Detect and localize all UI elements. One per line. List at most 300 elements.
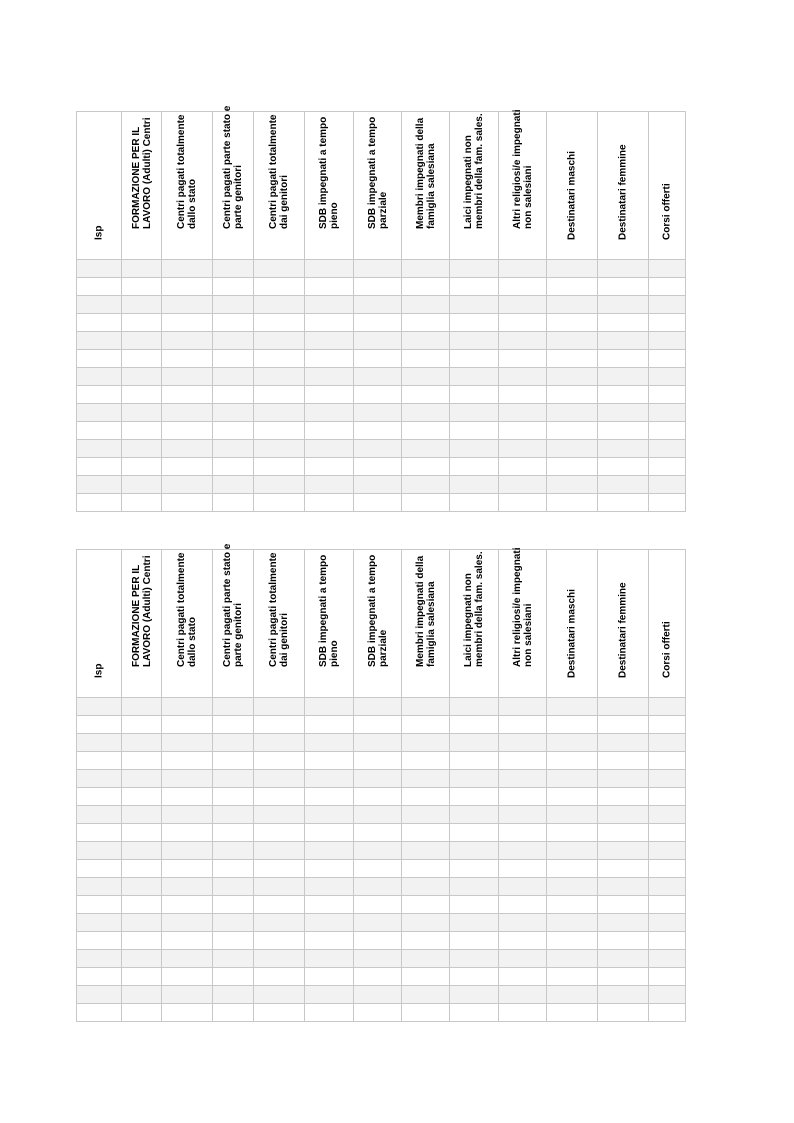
table-cell[interactable] — [213, 476, 254, 494]
table-cell[interactable] — [213, 932, 254, 950]
table-cell[interactable] — [649, 314, 686, 332]
table-cell[interactable] — [354, 932, 402, 950]
table-cell[interactable] — [402, 878, 450, 896]
table-cell[interactable] — [354, 914, 402, 932]
table-cell[interactable] — [213, 896, 254, 914]
table-cell[interactable] — [77, 278, 122, 296]
table-cell[interactable] — [162, 458, 213, 476]
table-cell[interactable] — [402, 278, 450, 296]
table-cell[interactable] — [354, 950, 402, 968]
table-cell[interactable] — [254, 440, 305, 458]
table-cell[interactable] — [547, 404, 598, 422]
table-cell[interactable] — [450, 896, 499, 914]
table-cell[interactable] — [547, 896, 598, 914]
table-cell[interactable] — [354, 1004, 402, 1022]
table-cell[interactable] — [122, 950, 162, 968]
table-cell[interactable] — [499, 386, 547, 404]
table-cell[interactable] — [450, 458, 499, 476]
table-cell[interactable] — [122, 458, 162, 476]
table-cell[interactable] — [649, 1004, 686, 1022]
table-cell[interactable] — [547, 860, 598, 878]
table-cell[interactable] — [450, 350, 499, 368]
table-cell[interactable] — [122, 914, 162, 932]
table-cell[interactable] — [499, 752, 547, 770]
table-cell[interactable] — [77, 914, 122, 932]
table-cell[interactable] — [598, 494, 649, 512]
table-cell[interactable] — [254, 896, 305, 914]
table-cell[interactable] — [547, 770, 598, 788]
table-cell[interactable] — [499, 806, 547, 824]
table-cell[interactable] — [402, 1004, 450, 1022]
table-cell[interactable] — [254, 278, 305, 296]
table-cell[interactable] — [305, 1004, 354, 1022]
table-cell[interactable] — [402, 296, 450, 314]
table-cell[interactable] — [77, 968, 122, 986]
table-cell[interactable] — [305, 422, 354, 440]
table-cell[interactable] — [254, 386, 305, 404]
table-cell[interactable] — [598, 824, 649, 842]
table-cell[interactable] — [450, 806, 499, 824]
table-cell[interactable] — [649, 914, 686, 932]
table-cell[interactable] — [354, 788, 402, 806]
table-cell[interactable] — [598, 986, 649, 1004]
table-cell[interactable] — [354, 770, 402, 788]
table-cell[interactable] — [254, 350, 305, 368]
table-cell[interactable] — [598, 716, 649, 734]
table-cell[interactable] — [354, 986, 402, 1004]
table-cell[interactable] — [305, 932, 354, 950]
table-cell[interactable] — [213, 770, 254, 788]
table-cell[interactable] — [499, 788, 547, 806]
table-cell[interactable] — [305, 986, 354, 1004]
table-cell[interactable] — [254, 716, 305, 734]
table-cell[interactable] — [499, 476, 547, 494]
table-cell[interactable] — [213, 404, 254, 422]
table-cell[interactable] — [122, 260, 162, 278]
table-cell[interactable] — [162, 314, 213, 332]
table-cell[interactable] — [77, 716, 122, 734]
table-cell[interactable] — [162, 752, 213, 770]
table-cell[interactable] — [598, 752, 649, 770]
table-cell[interactable] — [213, 734, 254, 752]
table-cell[interactable] — [213, 698, 254, 716]
table-cell[interactable] — [305, 752, 354, 770]
table-cell[interactable] — [499, 296, 547, 314]
table-cell[interactable] — [77, 896, 122, 914]
table-cell[interactable] — [598, 260, 649, 278]
table-cell[interactable] — [122, 386, 162, 404]
table-cell[interactable] — [450, 932, 499, 950]
table-cell[interactable] — [499, 842, 547, 860]
table-cell[interactable] — [649, 788, 686, 806]
table-cell[interactable] — [254, 878, 305, 896]
table-cell[interactable] — [213, 332, 254, 350]
table-cell[interactable] — [649, 986, 686, 1004]
table-cell[interactable] — [254, 770, 305, 788]
table-cell[interactable] — [649, 368, 686, 386]
table-cell[interactable] — [598, 734, 649, 752]
table-cell[interactable] — [213, 914, 254, 932]
table-cell[interactable] — [598, 842, 649, 860]
table-cell[interactable] — [213, 986, 254, 1004]
table-cell[interactable] — [305, 404, 354, 422]
table-cell[interactable] — [77, 350, 122, 368]
table-cell[interactable] — [499, 404, 547, 422]
table-cell[interactable] — [162, 386, 213, 404]
table-cell[interactable] — [162, 476, 213, 494]
table-cell[interactable] — [77, 752, 122, 770]
table-cell[interactable] — [162, 404, 213, 422]
table-cell[interactable] — [649, 968, 686, 986]
table-cell[interactable] — [213, 842, 254, 860]
table-cell[interactable] — [547, 476, 598, 494]
table-cell[interactable] — [598, 968, 649, 986]
table-cell[interactable] — [547, 440, 598, 458]
table-cell[interactable] — [547, 734, 598, 752]
table-cell[interactable] — [254, 458, 305, 476]
table-cell[interactable] — [354, 440, 402, 458]
table-cell[interactable] — [77, 878, 122, 896]
table-cell[interactable] — [122, 314, 162, 332]
table-cell[interactable] — [499, 698, 547, 716]
table-cell[interactable] — [162, 296, 213, 314]
table-cell[interactable] — [122, 404, 162, 422]
table-cell[interactable] — [254, 1004, 305, 1022]
table-cell[interactable] — [450, 260, 499, 278]
table-cell[interactable] — [162, 332, 213, 350]
table-cell[interactable] — [450, 734, 499, 752]
table-cell[interactable] — [402, 698, 450, 716]
table-cell[interactable] — [649, 770, 686, 788]
table-cell[interactable] — [450, 404, 499, 422]
table-cell[interactable] — [402, 842, 450, 860]
table-cell[interactable] — [402, 734, 450, 752]
table-cell[interactable] — [649, 842, 686, 860]
table-cell[interactable] — [598, 350, 649, 368]
table-cell[interactable] — [450, 986, 499, 1004]
table-cell[interactable] — [162, 860, 213, 878]
table-cell[interactable] — [450, 440, 499, 458]
table-cell[interactable] — [354, 896, 402, 914]
table-cell[interactable] — [122, 932, 162, 950]
table-cell[interactable] — [354, 716, 402, 734]
table-cell[interactable] — [547, 806, 598, 824]
table-cell[interactable] — [649, 458, 686, 476]
table-cell[interactable] — [305, 860, 354, 878]
table-cell[interactable] — [499, 968, 547, 986]
table-cell[interactable] — [499, 332, 547, 350]
table-cell[interactable] — [122, 422, 162, 440]
table-cell[interactable] — [254, 932, 305, 950]
table-cell[interactable] — [122, 734, 162, 752]
table-cell[interactable] — [402, 716, 450, 734]
table-cell[interactable] — [162, 896, 213, 914]
table-cell[interactable] — [450, 494, 499, 512]
table-cell[interactable] — [450, 296, 499, 314]
table-cell[interactable] — [598, 788, 649, 806]
table-cell[interactable] — [254, 914, 305, 932]
table-cell[interactable] — [598, 314, 649, 332]
table-cell[interactable] — [499, 860, 547, 878]
table-cell[interactable] — [649, 752, 686, 770]
table-cell[interactable] — [77, 824, 122, 842]
table-cell[interactable] — [213, 386, 254, 404]
table-cell[interactable] — [122, 332, 162, 350]
table-cell[interactable] — [213, 752, 254, 770]
table-cell[interactable] — [499, 278, 547, 296]
table-cell[interactable] — [77, 476, 122, 494]
table-cell[interactable] — [305, 914, 354, 932]
table-cell[interactable] — [547, 1004, 598, 1022]
table-cell[interactable] — [162, 788, 213, 806]
table-cell[interactable] — [122, 986, 162, 1004]
table-cell[interactable] — [213, 278, 254, 296]
table-cell[interactable] — [213, 806, 254, 824]
table-cell[interactable] — [547, 278, 598, 296]
table-cell[interactable] — [254, 314, 305, 332]
table-cell[interactable] — [598, 950, 649, 968]
table-cell[interactable] — [305, 350, 354, 368]
table-cell[interactable] — [122, 770, 162, 788]
table-cell[interactable] — [649, 932, 686, 950]
table-cell[interactable] — [598, 404, 649, 422]
table-cell[interactable] — [649, 716, 686, 734]
table-cell[interactable] — [254, 368, 305, 386]
table-cell[interactable] — [254, 806, 305, 824]
table-cell[interactable] — [122, 788, 162, 806]
table-cell[interactable] — [254, 476, 305, 494]
table-cell[interactable] — [354, 404, 402, 422]
table-cell[interactable] — [354, 458, 402, 476]
table-cell[interactable] — [305, 332, 354, 350]
table-cell[interactable] — [213, 1004, 254, 1022]
table-cell[interactable] — [254, 332, 305, 350]
table-cell[interactable] — [499, 950, 547, 968]
table-cell[interactable] — [402, 752, 450, 770]
table-cell[interactable] — [547, 350, 598, 368]
table-cell[interactable] — [77, 296, 122, 314]
table-cell[interactable] — [402, 950, 450, 968]
table-cell[interactable] — [649, 476, 686, 494]
table-cell[interactable] — [499, 368, 547, 386]
table-cell[interactable] — [649, 350, 686, 368]
table-cell[interactable] — [547, 968, 598, 986]
table-cell[interactable] — [402, 314, 450, 332]
table-cell[interactable] — [598, 386, 649, 404]
table-cell[interactable] — [305, 878, 354, 896]
table-cell[interactable] — [499, 440, 547, 458]
table-cell[interactable] — [649, 878, 686, 896]
table-cell[interactable] — [122, 878, 162, 896]
table-cell[interactable] — [598, 932, 649, 950]
table-cell[interactable] — [598, 458, 649, 476]
table-cell[interactable] — [213, 422, 254, 440]
table-cell[interactable] — [402, 368, 450, 386]
table-cell[interactable] — [77, 494, 122, 512]
table-cell[interactable] — [649, 440, 686, 458]
table-cell[interactable] — [598, 806, 649, 824]
table-cell[interactable] — [305, 896, 354, 914]
table-cell[interactable] — [402, 932, 450, 950]
table-cell[interactable] — [547, 458, 598, 476]
table-cell[interactable] — [598, 422, 649, 440]
table-cell[interactable] — [402, 770, 450, 788]
table-cell[interactable] — [450, 860, 499, 878]
table-cell[interactable] — [547, 824, 598, 842]
table-cell[interactable] — [162, 824, 213, 842]
table-cell[interactable] — [254, 986, 305, 1004]
table-cell[interactable] — [305, 806, 354, 824]
table-cell[interactable] — [305, 842, 354, 860]
table-cell[interactable] — [450, 950, 499, 968]
table-cell[interactable] — [649, 404, 686, 422]
table-cell[interactable] — [305, 458, 354, 476]
table-cell[interactable] — [649, 332, 686, 350]
table-cell[interactable] — [649, 860, 686, 878]
table-cell[interactable] — [77, 842, 122, 860]
table-cell[interactable] — [122, 896, 162, 914]
table-cell[interactable] — [122, 842, 162, 860]
table-cell[interactable] — [450, 278, 499, 296]
table-cell[interactable] — [402, 350, 450, 368]
table-cell[interactable] — [354, 752, 402, 770]
table-cell[interactable] — [162, 878, 213, 896]
table-cell[interactable] — [77, 422, 122, 440]
table-cell[interactable] — [162, 698, 213, 716]
table-cell[interactable] — [77, 806, 122, 824]
table-cell[interactable] — [499, 824, 547, 842]
table-cell[interactable] — [77, 788, 122, 806]
table-cell[interactable] — [305, 698, 354, 716]
table-cell[interactable] — [499, 896, 547, 914]
table-cell[interactable] — [213, 716, 254, 734]
table-cell[interactable] — [402, 806, 450, 824]
table-cell[interactable] — [499, 770, 547, 788]
table-cell[interactable] — [598, 296, 649, 314]
table-cell[interactable] — [354, 878, 402, 896]
table-cell[interactable] — [162, 986, 213, 1004]
table-cell[interactable] — [450, 824, 499, 842]
table-cell[interactable] — [213, 296, 254, 314]
table-cell[interactable] — [162, 368, 213, 386]
table-cell[interactable] — [305, 296, 354, 314]
table-cell[interactable] — [254, 752, 305, 770]
table-cell[interactable] — [122, 1004, 162, 1022]
table-cell[interactable] — [305, 494, 354, 512]
table-cell[interactable] — [450, 698, 499, 716]
table-cell[interactable] — [598, 914, 649, 932]
table-cell[interactable] — [598, 698, 649, 716]
table-cell[interactable] — [598, 878, 649, 896]
table-cell[interactable] — [213, 860, 254, 878]
table-cell[interactable] — [354, 968, 402, 986]
table-cell[interactable] — [305, 260, 354, 278]
table-cell[interactable] — [122, 824, 162, 842]
table-cell[interactable] — [122, 752, 162, 770]
table-cell[interactable] — [305, 968, 354, 986]
table-cell[interactable] — [649, 422, 686, 440]
table-cell[interactable] — [547, 386, 598, 404]
table-cell[interactable] — [598, 860, 649, 878]
table-cell[interactable] — [77, 440, 122, 458]
table-cell[interactable] — [598, 1004, 649, 1022]
table-cell[interactable] — [77, 950, 122, 968]
table-cell[interactable] — [354, 494, 402, 512]
table-cell[interactable] — [450, 476, 499, 494]
table-cell[interactable] — [162, 770, 213, 788]
table-cell[interactable] — [547, 422, 598, 440]
table-cell[interactable] — [162, 260, 213, 278]
table-cell[interactable] — [213, 824, 254, 842]
table-cell[interactable] — [547, 932, 598, 950]
table-cell[interactable] — [450, 878, 499, 896]
table-cell[interactable] — [213, 788, 254, 806]
table-cell[interactable] — [77, 698, 122, 716]
table-cell[interactable] — [162, 494, 213, 512]
table-cell[interactable] — [499, 260, 547, 278]
table-cell[interactable] — [162, 932, 213, 950]
table-cell[interactable] — [547, 842, 598, 860]
table-cell[interactable] — [254, 296, 305, 314]
table-cell[interactable] — [122, 476, 162, 494]
table-cell[interactable] — [354, 806, 402, 824]
table-cell[interactable] — [450, 716, 499, 734]
table-cell[interactable] — [122, 350, 162, 368]
table-cell[interactable] — [649, 296, 686, 314]
table-cell[interactable] — [547, 914, 598, 932]
table-cell[interactable] — [402, 494, 450, 512]
table-cell[interactable] — [162, 968, 213, 986]
table-cell[interactable] — [162, 278, 213, 296]
table-cell[interactable] — [77, 1004, 122, 1022]
table-cell[interactable] — [402, 896, 450, 914]
table-cell[interactable] — [162, 842, 213, 860]
table-cell[interactable] — [162, 350, 213, 368]
table-cell[interactable] — [305, 716, 354, 734]
table-cell[interactable] — [305, 314, 354, 332]
table-cell[interactable] — [77, 458, 122, 476]
table-cell[interactable] — [354, 824, 402, 842]
table-cell[interactable] — [254, 260, 305, 278]
table-cell[interactable] — [162, 806, 213, 824]
table-cell[interactable] — [649, 260, 686, 278]
table-cell[interactable] — [547, 314, 598, 332]
table-cell[interactable] — [450, 386, 499, 404]
table-cell[interactable] — [213, 260, 254, 278]
table-cell[interactable] — [354, 296, 402, 314]
table-cell[interactable] — [77, 860, 122, 878]
table-cell[interactable] — [122, 296, 162, 314]
table-cell[interactable] — [450, 314, 499, 332]
table-cell[interactable] — [354, 332, 402, 350]
table-cell[interactable] — [402, 788, 450, 806]
table-cell[interactable] — [499, 716, 547, 734]
table-cell[interactable] — [213, 494, 254, 512]
table-cell[interactable] — [499, 458, 547, 476]
table-cell[interactable] — [499, 494, 547, 512]
table-cell[interactable] — [649, 896, 686, 914]
table-cell[interactable] — [122, 440, 162, 458]
table-cell[interactable] — [162, 440, 213, 458]
table-cell[interactable] — [305, 770, 354, 788]
table-cell[interactable] — [254, 404, 305, 422]
table-cell[interactable] — [547, 332, 598, 350]
table-cell[interactable] — [402, 914, 450, 932]
table-cell[interactable] — [547, 878, 598, 896]
table-cell[interactable] — [305, 476, 354, 494]
table-cell[interactable] — [162, 422, 213, 440]
table-cell[interactable] — [402, 986, 450, 1004]
